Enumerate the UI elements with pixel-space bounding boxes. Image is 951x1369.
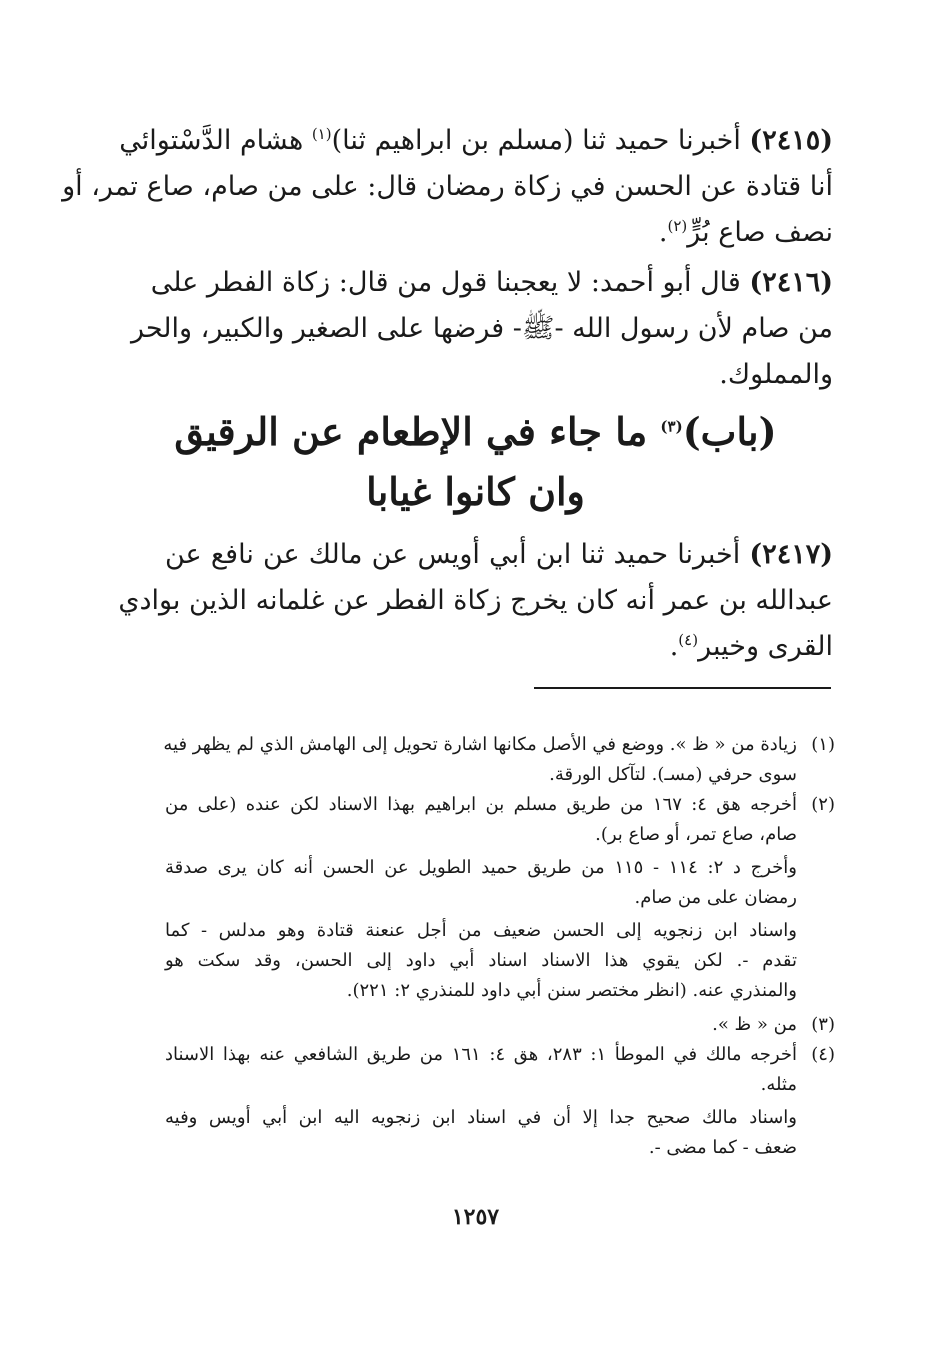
- para-2415-line-2: أنا قتادة عن الحسن في زكاة رمضان قال: على من صام، صاع تمر، أو: [62, 171, 833, 202]
- footnote-4-line-4: ضعف - كما مضى -.: [648, 1137, 797, 1158]
- para-2415-line-3: [165, 210, 833, 256]
- chapter-heading-line-2: وان كانوا غيابا: [366, 469, 585, 514]
- footnote-2-line-5: واسناد ابن زنجويه إلى الحسن ضعيف من أجل عنعنة قتادة وهو مدلس - كما: [165, 920, 797, 941]
- footnote-3-line-1: من « ظ ».: [712, 1014, 797, 1035]
- footnote-marker: (٣): [660, 417, 683, 436]
- footnote-marker: (٤): [678, 631, 699, 649]
- para-text: أخبرنا حميد ثنا ابن أبي أويس عن مالك عن نافع عن: [165, 539, 741, 570]
- footnote-2-line-4: رمضان على من صام.: [634, 887, 797, 908]
- hadith-number: (٢٤١٦): [749, 267, 833, 298]
- heading-text: (باب): [682, 409, 777, 454]
- footnote-number: (٣): [811, 1014, 835, 1035]
- para-text: .: [658, 217, 668, 248]
- heading-text: ما جاء في الإطعام عن الرقيق: [174, 409, 648, 454]
- footnote-marker: (١): [311, 125, 332, 143]
- footnote-separator: [534, 687, 831, 689]
- footnote-number: (٢): [811, 794, 835, 815]
- para-2416-line-3: والمملوك.: [719, 359, 833, 390]
- footnote-marker: (٢): [667, 217, 688, 235]
- footnote-4-line-1: أخرجه مالك في الموطأ ١: ٢٨٣، هق ٤: ١٦١ من طريق الشافعي عنه بهذا الاسناد: [165, 1044, 797, 1065]
- hadith-number: (٢٤١٧): [749, 539, 833, 570]
- footnote-number: (٤): [811, 1044, 835, 1065]
- hadith-number: (٢٤١٥): [749, 125, 833, 156]
- para-2417-line-2: عبدالله بن عمر أنه كان يخرج زكاة الفطر عن غلمانه الذين بوادي: [118, 585, 833, 616]
- para-2417-line-1: [165, 532, 833, 578]
- para-text: .: [669, 631, 679, 662]
- para-2416-line-2: من صام لأن رسول الله -ﷺ- فرضها على الصغير والكبير، والحر: [130, 313, 833, 344]
- para-text: أخبرنا حميد ثنا (مسلم بن ابراهيم ثنا): [331, 125, 741, 156]
- chapter-heading-line-1: [0, 402, 951, 462]
- footnote-2-line-6: تقدم -. لكن يقوي هذا الاسناد اسناد أبي داود إلى الحسن، وقد سكت هو: [165, 950, 797, 971]
- para-2415-line-1: [119, 118, 833, 164]
- para-text: نصف صاع بُرٍّ: [687, 217, 833, 248]
- footnote-4-line-2: مثله.: [760, 1074, 797, 1095]
- page-number: ١٢٥٧: [451, 1204, 500, 1230]
- para-2417-line-3: [165, 624, 833, 670]
- footnote-2-line-3: وأخرج د ٢: ١١٤ - ١١٥ من طريق حميد الطويل عن الحسن أنه كان يرى صدقة: [165, 857, 797, 878]
- para-text: هشام الدَّسْتوائي: [119, 125, 304, 156]
- para-text: القرى وخيبر: [698, 631, 833, 662]
- footnote-2-line-1: أخرجه هق ٤: ١٦٧ من طريق مسلم بن ابراهيم بهذا الاسناد لكن عنده (على من: [165, 794, 797, 815]
- footnote-1-line-1: زيادة من « ظ ». ووضع في الأصل مكانها اشارة تحويل إلى الهامش الذي لم يظهر فيه: [163, 734, 797, 755]
- footnote-4-line-3: واسناد مالك صحيح جدا إلا أن في اسناد ابن زنجويه اليه ابن أبي أويس وفيه: [165, 1107, 797, 1128]
- para-text: قال أبو أحمد: لا يعجبنا قول من قال: زكاة الفطر على: [150, 267, 741, 298]
- footnote-number: (١): [811, 734, 835, 755]
- para-2416-line-1: [150, 260, 833, 306]
- footnote-2-line-2: صام، صاع تمر، أو صاع بر).: [595, 824, 797, 845]
- footnote-1-line-2: سوى حرفي (مسـ). لتآكل الورقة.: [549, 764, 797, 785]
- footnote-2-line-7: والمنذري عنه. (انظر مختصر سنن أبي داود للمنذري ٢: ٢٢١).: [346, 980, 797, 1001]
